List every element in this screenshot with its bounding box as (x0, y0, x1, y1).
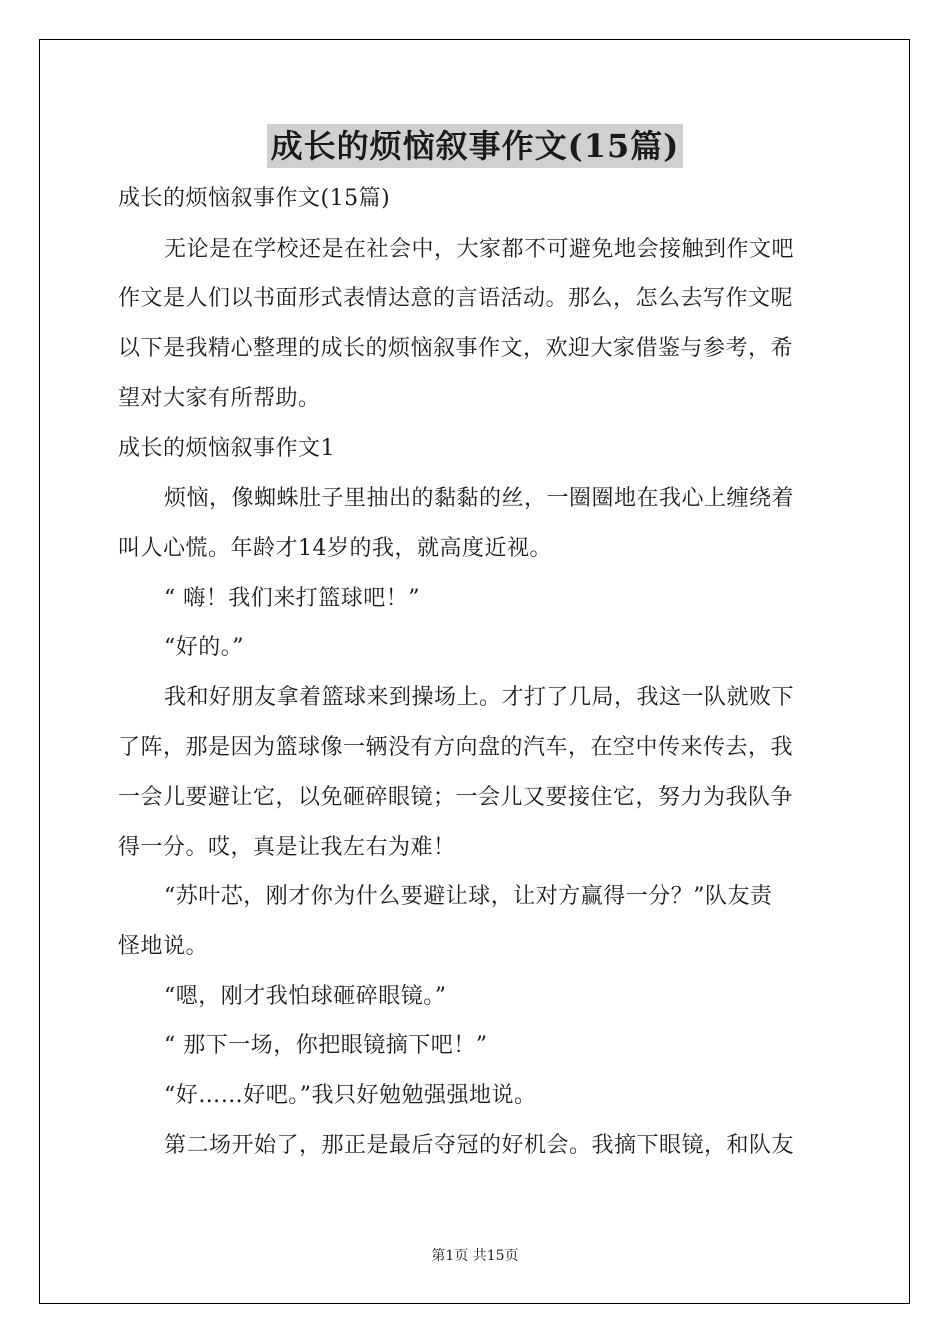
paragraph-line: 我和好朋友拿着篮球来到操场上。才打了几局，我这一队就败下 (164, 685, 795, 710)
title-container (0, 124, 950, 168)
paragraph-line: 叫人心慌。年龄才14岁的我，就高度近视。 (118, 536, 552, 561)
page-footer: 第1页 共15页 (431, 1248, 519, 1264)
section-heading: 成长的烦恼叙事作文1 (118, 436, 335, 461)
paragraph-line: 以下是我精心整理的成长的烦恼叙事作文，欢迎大家借鉴与参考，希 (118, 336, 794, 361)
subtitle-line: 成长的烦恼叙事作文(15篇) (118, 186, 391, 211)
paragraph-line: 怪地说。 (118, 934, 209, 959)
paragraph-line: 第二场开始了，那正是最后夺冠的好机会。我摘下眼镜，和队友 (164, 1133, 795, 1158)
dialogue-line: “好的。” (164, 635, 244, 660)
dialogue-line: “ 嗨！我们来打篮球吧！” (164, 586, 420, 611)
paragraph-line: 烦恼，像蜘蛛肚子里抽出的黏黏的丝，一圈圈地在我心上缠绕着 (164, 486, 795, 511)
paragraph-line: 望对大家有所帮助。 (118, 386, 321, 411)
dialogue-line: “嗯，刚才我怕球砸碎眼镜。” (164, 984, 447, 1009)
dialogue-line: “ 那下一场，你把眼镜摘下吧！” (164, 1033, 488, 1058)
page-border (39, 39, 910, 1304)
document-title: 成长的烦恼叙事作文(15篇) (267, 124, 684, 168)
paragraph-line: 作文是人们以书面形式表情达意的言语活动。那么，怎么去写作文呢 (118, 286, 794, 311)
paragraph-line: 一会儿要避让它，以免砸碎眼镜；一会儿又要接住它，努力为我队争 (118, 785, 794, 810)
dialogue-line: “苏叶芯，刚才你为什么要避让球，让对方赢得一分？”队友责 (164, 884, 773, 909)
paragraph-line: 无论是在学校还是在社会中，大家都不可避免地会接触到作文吧 (164, 237, 795, 262)
paragraph-line: 了阵，那是因为篮球像一辆没有方向盘的汽车，在空中传来传去，我 (118, 735, 794, 760)
dialogue-line: “好……好吧。”我只好勉勉强强地说。 (164, 1083, 537, 1108)
paragraph-line: 得一分。哎，真是让我左右为难！ (118, 835, 456, 860)
